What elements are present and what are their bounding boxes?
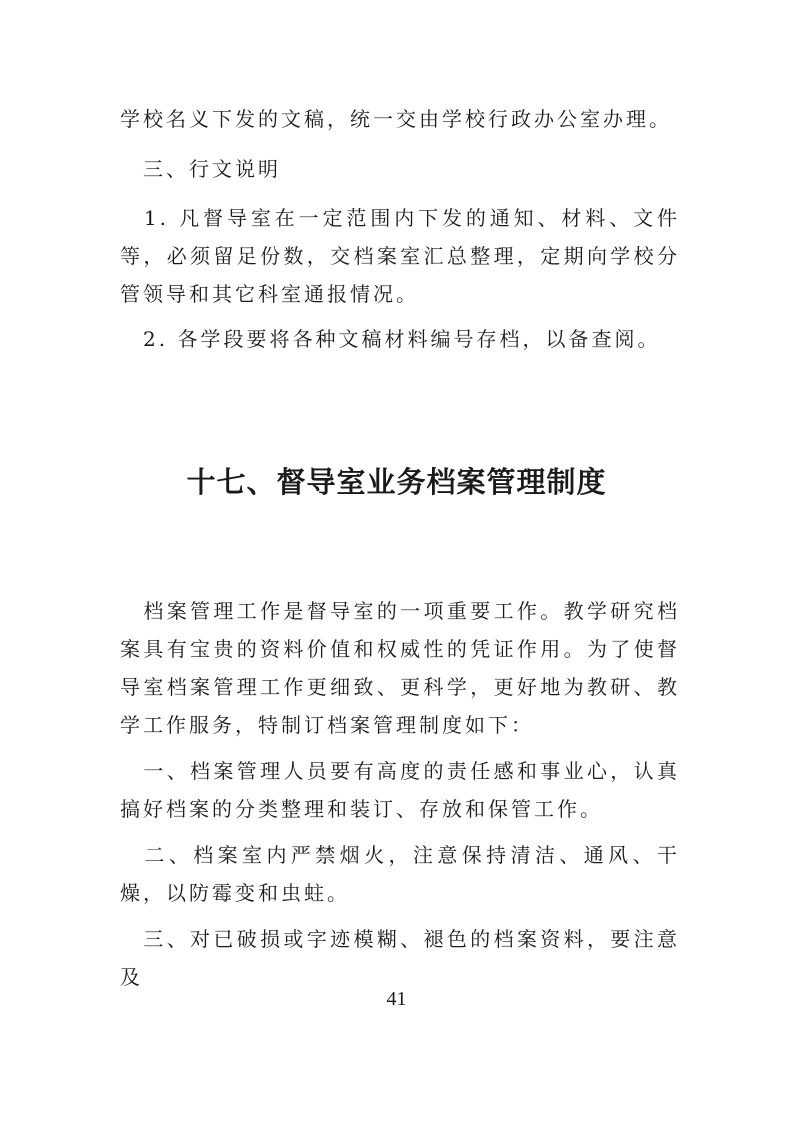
paragraph-rule-1: 一、档案管理人员要有高度的责任感和事业心，认真搞好档案的分类整理和装订、存放和保管工作。 bbox=[120, 759, 680, 821]
paragraph-continuation: 学校名义下发的文稿，统一交由学校行政办公室办理。 bbox=[120, 107, 672, 131]
paragraph-intro: 档案管理工作是督导室的一项重要工作。教学研究档案具有宝贵的资料价值和权威性的凭证作用。为了使督导室档案管理工作更细致、更科学，更好地为教研、教学工作服务，特制订档案管理制度如下： bbox=[120, 599, 680, 737]
paragraph-heading-3: 三、行文说明 bbox=[120, 157, 281, 181]
paragraph-rule-3: 三、对已破损或字迹模糊、褪色的档案资料，要注意及 bbox=[120, 927, 680, 989]
section-title: 十七、督导室业务档案管理制度 bbox=[186, 465, 607, 499]
paragraph-item-1: 1. 凡督导室在一定范围内下发的通知、材料、文件等，必须留足份数，交档案室汇总整理，定期向学校分管领导和其它科室通报情况。 bbox=[120, 206, 680, 306]
paragraph-rule-2: 二、档案室内严禁烟火，注意保持清洁、通风、干燥，以防霉变和虫蛀。 bbox=[120, 843, 680, 905]
paragraph-item-2: 2. 各学段要将各种文稿材料编号存档，以备查阅。 bbox=[120, 327, 661, 351]
page-number: 41 bbox=[386, 988, 407, 1010]
